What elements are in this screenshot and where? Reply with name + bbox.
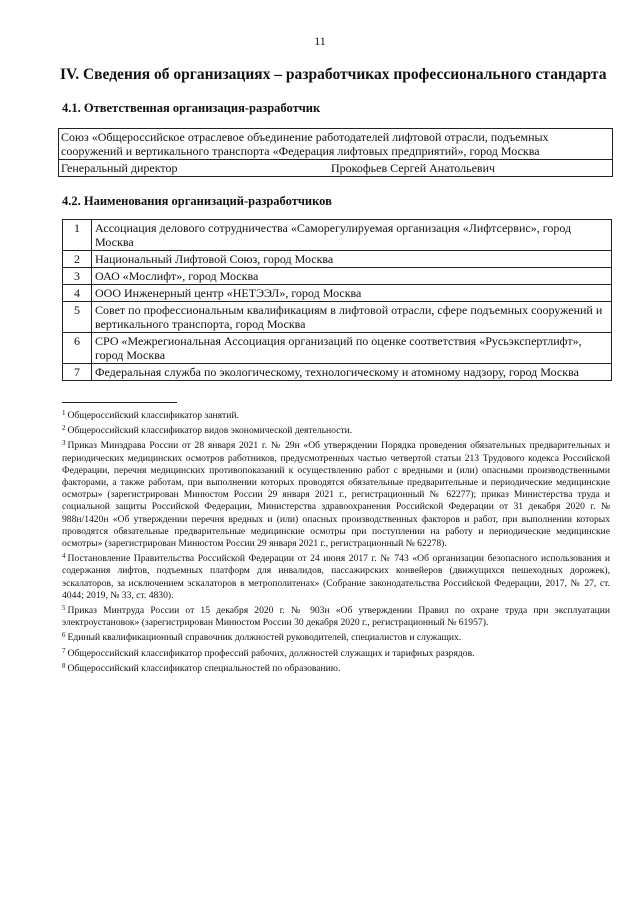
responsible-org-table	[58, 128, 613, 177]
table-row	[63, 268, 612, 285]
row-number: 2	[63, 251, 92, 268]
table-row	[63, 220, 612, 251]
table-row	[63, 364, 612, 381]
footnote	[62, 437, 610, 550]
footnote	[62, 407, 610, 422]
row-number: 3	[63, 268, 92, 285]
org-name: ОАО «Мослифт», город Москва	[92, 268, 612, 285]
footnote-text: Общероссийский классификатор специальностей по образованию.	[67, 662, 341, 674]
row-number: 1	[63, 220, 92, 251]
row-number: 5	[63, 302, 92, 333]
row-number: 4	[63, 285, 92, 302]
developer-orgs-heading: 4.2. Наименования организаций-разработчиков	[62, 194, 332, 208]
footnote	[62, 422, 610, 437]
page-number: 11	[314, 34, 326, 48]
director-name: Прокофьев Сергей Анатольевич	[331, 161, 496, 175]
footnote-text: Общероссийский классификатор профессий рабочих, должностей служащих и тарифных разрядов.	[67, 647, 475, 659]
footnote	[62, 645, 610, 660]
footnote-mark: 1	[62, 409, 66, 417]
footnote-mark: 2	[62, 424, 66, 433]
org-name: Национальный Лифтовой Союз, город Москва	[92, 251, 612, 268]
footnote-text: Общероссийский классификатор видов экономической деятельности.	[67, 425, 353, 437]
responsible-director-row	[59, 160, 613, 177]
table-row	[63, 251, 612, 268]
footnote	[62, 660, 610, 675]
org-name: Совет по профессиональным квалификациям в лифтовой отрасли, сфере подъемных сооружений и вертикального транспорта, город Москва	[92, 302, 612, 333]
footnote-text: Единый квалификационный справочник должностей руководителей, специалистов и служащих.	[67, 632, 462, 644]
section-title: IV. Сведения об организациях – разработчиках профессионального стандарта	[60, 66, 607, 83]
footnote-text: Приказ Минздрава России от 28 января 2021 г. № 29н «Об утверждении Порядка проведения обязательных предварительных и периодических медицинских осмотров работников, предусмотренных частью четвертой статьи 213 Трудового кодекса Российской Федерации, перечня медицинских противопоказаний к осуществлению работ с вредными и (или) опасными производственными факторами, а также работам, при выполнении которых проводятся обязательные предварительные и периодические медицинские осмотры» (зарегистрирован Минюстом России 29 января 2021 г., регистрационный № 62277); приказ Министерства труда и социальной защиты Российской Федерации, Министерства здравоохранения Российской Федерации от 31 декабря 2020 г. № 988н/1420н «Об утверждении перечня вредных и (или) опасных производственных факторов и работ, при выполнении которых проводятся обязательные предварительные медицинские осмотры при поступлении на работу и периодические медицинские осмотры» (зарегистрирован Минюстом России 29 января 2021 г., регистрационный № 62278).	[62, 440, 610, 550]
org-name: ООО Инженерный центр «НЕТЭЭЛ», город Москва	[92, 285, 612, 302]
org-name: Ассоциация делового сотрудничества «Саморегулируемая организация «Лифтсервис», город Москва	[92, 220, 612, 251]
table-row	[63, 333, 612, 364]
developer-orgs-table	[62, 219, 612, 381]
row-number: 7	[63, 364, 92, 381]
footnote-text: Приказ Минтруда России от 15 декабря 2020 г. № 903н «Об утверждении Правил по охране труда при эксплуатации электроустановок» (зарегистрирован Минюстом России 30 декабря 2020 г., регистрационный № 61957).	[62, 605, 610, 629]
footnote-mark: 4	[62, 552, 66, 561]
footnote-text: Общероссийский классификатор занятий.	[67, 410, 239, 421]
footnote-text: Постановление Правительства Российской Федерации от 24 июня 2017 г. № 743 «Об организации безопасного использования и содержания лифтов, подъемных платформ для инвалидов, пассажирских конвейеров (движущихся пешеходных дорожек), эскалаторов, за исключением эскалаторов в метрополитенах» (Собрание законодательства Российской Федерации, 2017, № 27, ст. 4044; 2019, № 33, ст. 4830).	[62, 553, 610, 601]
table-row	[63, 285, 612, 302]
footnote	[62, 629, 610, 644]
footnote-mark: 7	[62, 646, 66, 655]
footnote-separator	[62, 402, 177, 403]
footnote-mark: 8	[62, 661, 66, 670]
director-position: Генеральный директор	[61, 161, 178, 175]
footnotes	[62, 407, 610, 675]
footnote	[62, 550, 610, 602]
table-row	[63, 302, 612, 333]
responsible-org-name: Союз «Общероссийское отраслевое объединение работодателей лифтовой отрасли, подъемных сооружений и вертикального транспорта «Федерация лифтовых предприятий», город Москва	[59, 129, 613, 160]
footnote-mark: 6	[62, 631, 66, 640]
footnote-mark: 5	[62, 604, 66, 613]
responsible-org-heading: 4.1. Ответственная организация-разработчик	[62, 101, 321, 115]
footnote	[62, 602, 610, 629]
footnote-mark: 3	[62, 439, 66, 448]
row-number: 6	[63, 333, 92, 364]
org-name: Федеральная служба по экологическому, технологическому и атомному надзору, город Москва	[92, 364, 612, 381]
org-name: СРО «Межрегиональная Ассоциация организаций по оценке соответствия «Русьэкспертлифт», город Москва	[92, 333, 612, 364]
